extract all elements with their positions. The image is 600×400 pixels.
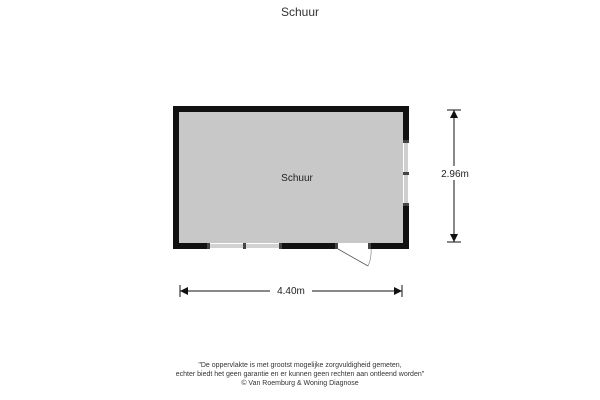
bottom-window [207,243,282,249]
door [335,243,371,266]
disclaimer-line: "De oppervlakte is met grootst mogelijke zorgvuldigheid gemeten, [198,362,402,369]
copyright-line: © Van Roemburg & Woning Diagnose [241,380,359,387]
disclaimer [0,361,600,388]
right-window [403,140,409,206]
page-title: Schuur [280,5,320,19]
disclaimer-line: echter biedt het geen garantie en er kunnen geen rechten aan ontleend worden" [175,371,425,378]
width-label: 4.40m [277,286,305,297]
height-label: 2.96m [441,169,469,180]
room-label: Schuur [281,173,313,184]
